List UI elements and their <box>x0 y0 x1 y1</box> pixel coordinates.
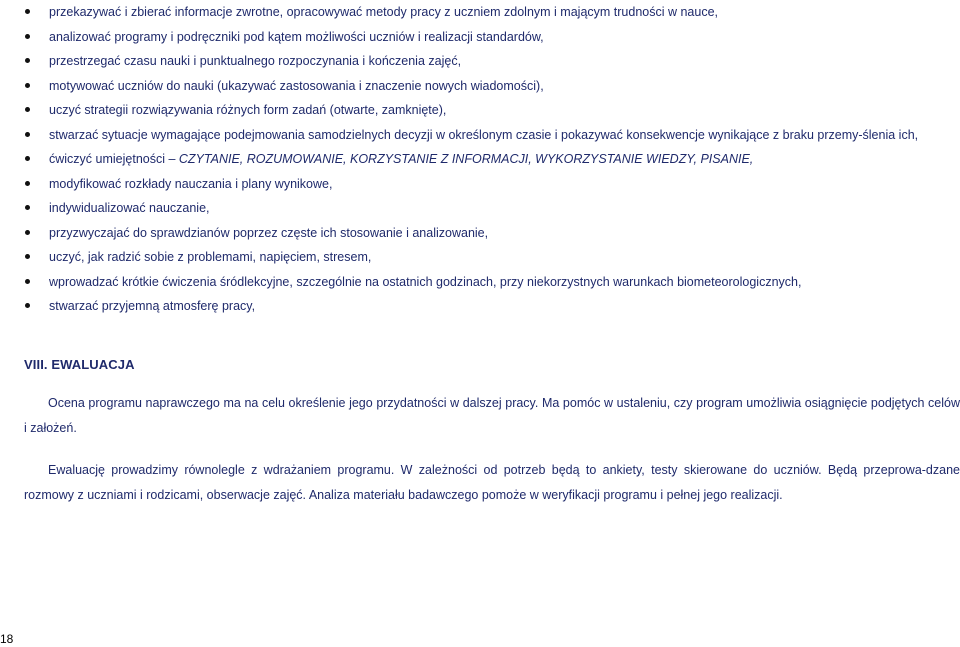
list-item-text-skills: CZYTANIE, ROZUMOWANIE, KORZYSTANIE Z INFORMACJI, WYKORZYSTANIE WIEDZY, PISANIE, <box>178 152 754 166</box>
recommendation-list <box>0 0 960 319</box>
list-item <box>0 172 960 197</box>
list-item-text: uczyć, jak radzić sobie z problemami, napięciem, stresem, <box>49 250 372 264</box>
section-heading: VIII. EWALUACJA <box>24 357 135 372</box>
list-item <box>0 294 960 319</box>
list-item-text: indywidualizować nauczanie, <box>49 201 210 215</box>
bullet-icon <box>25 132 30 137</box>
list-item <box>0 25 960 50</box>
list-item <box>0 74 960 99</box>
list-item <box>0 123 960 148</box>
bullet-icon <box>25 205 30 210</box>
list-item <box>0 196 960 221</box>
bullet-icon <box>25 279 30 284</box>
bullet-icon <box>25 156 30 161</box>
list-item-text: przestrzegać czasu nauki i punktualnego rozpoczynania i kończenia zajęć, <box>49 54 462 68</box>
list-item-text: uczyć strategii rozwiązywania różnych form zadań (otwarte, zamknięte), <box>49 103 447 117</box>
bullet-icon <box>25 34 30 39</box>
list-item-text: stwarzać przyjemną atmosferę pracy, <box>49 299 256 313</box>
list-item <box>0 270 960 295</box>
list-item-text: przekazywać i zbierać informacje zwrotne, opracowywać metody pracy z uczniem zdolnym i mającym trudności w nauce, <box>49 5 719 19</box>
list-item <box>0 221 960 246</box>
bullet-icon <box>25 107 30 112</box>
bullet-icon <box>25 58 30 63</box>
bullet-icon <box>25 254 30 259</box>
list-item <box>0 49 960 74</box>
list-item <box>0 98 960 123</box>
page-number: 18 <box>0 632 14 646</box>
bullet-icon <box>25 83 30 88</box>
list-item <box>0 0 960 25</box>
list-item-text-prefix: ćwiczyć umiejętności – <box>49 152 179 166</box>
list-item-text: modyfikować rozkłady nauczania i plany wynikowe, <box>49 176 333 191</box>
bullet-icon <box>25 303 30 308</box>
list-item-text: motywować uczniów do nauki (ukazywać zastosowania i znaczenie nowych wiadomości), <box>49 78 544 93</box>
list-item-text: wprowadzać krótkie ćwiczenia śródlekcyjne, szczególnie na ostatnich godzinach, przy niekorzystnych warunkach biometeorologicznych, <box>49 274 802 289</box>
bullet-icon <box>25 9 30 14</box>
list-item-text: przyzwyczajać do sprawdzianów poprzez częste ich stosowanie i analizowanie, <box>49 225 489 240</box>
list-item-text: stwarzać sytuacje wymagające podejmowania samodzielnych decyzji w określonym czasie i pokazywać konsekwencje wynikające z braku przemy-ślenia ich, <box>49 127 919 142</box>
paragraph-evaluation-method: Ewaluację prowadzimy równolegle z wdrażaniem programu. W zależności od potrzeb będą to ankiety, testy skierowane do uczniów. Będą przeprowa-dzane rozmowy z uczniami i rodzicami, obserwacje zajęć. Analiza materiału badawczego pomoże w weryfikacji programu i pełnej jego realizacji. <box>24 463 960 502</box>
bullet-icon <box>25 230 30 235</box>
list-item <box>0 147 960 172</box>
bullet-icon <box>25 181 30 186</box>
list-item <box>0 245 960 270</box>
list-item-text: analizować programy i podręczniki pod kątem możliwości uczniów i realizacji standardów, <box>49 29 544 44</box>
paragraph-evaluation-purpose: Ocena programu naprawczego ma na celu określenie jego przydatności w dalszej pracy. Ma pomóc w ustaleniu, czy program umożliwia osiągnięcie podjętych celów i założeń. <box>24 396 960 435</box>
